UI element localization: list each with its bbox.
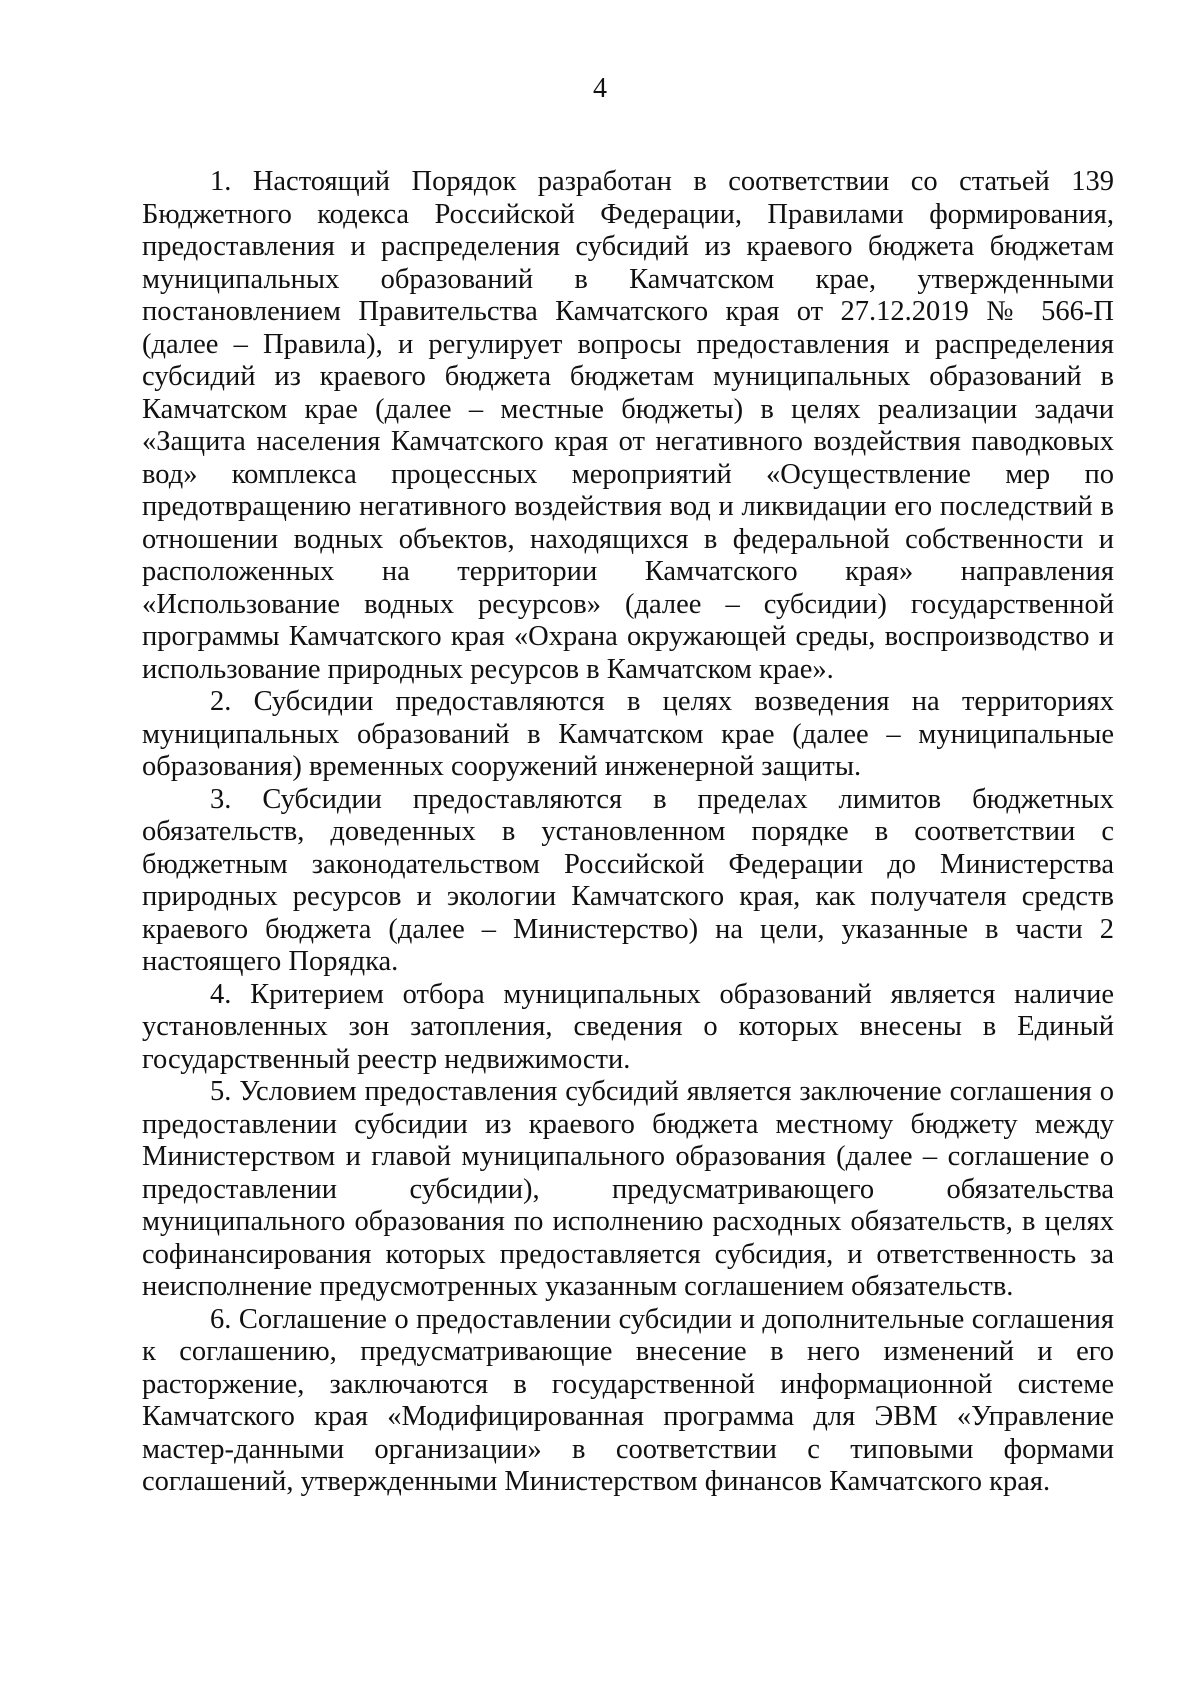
paragraph-6: 6. Соглашение о предоставлении субсидии и дополнительные соглашения к соглашению, предусматривающие внесение в него изменений и его расторжение, заключаются в государственной информационной системе Камчатского края «Модифицированная программа для ЭВМ «Управление мастер-данными организации» в соответствии с типовыми формами соглашений, утвержденными Министерством финансов Камчатского края. (142, 1303, 1114, 1497)
paragraph-2: 2. Субсидии предоставляются в целях возведения на территориях муниципальных образований в Камчатском крае (далее – муниципальные образования) временных сооружений инженерной защиты. (142, 686, 1114, 782)
paragraph-1: 1. Настоящий Порядок разработан в соответствии со статьей 139 Бюджетного кодекса Российской Федерации, Правилами формирования, предоставления и распределения субсидий из краевого бюджета бюджетам муниципальных образований в Камчатском крае, утвержденными постановлением Правительства Камчатского края от 27.12.2019 № 566-П (далее – Правила), и регулирует вопросы предоставления и распределения субсидий из краевого бюджета бюджетам муниципальных образований в Камчатском крае (далее – местные бюджеты) в целях реализации задачи «Защита населения Камчатского края от негативного воздействия паводковых вод» комплекса процессных мероприятий «Осуществление мер по предотвращению негативного воздействия вод и ликвидации его последствий в отношении водных объектов, находящихся в федеральной собственности и расположенных на территории Камчатского края» направления «Использование водных ресурсов» (далее – субсидии) государственной программы Камчатского края «Охрана окружающей среды, воспроизводство и использование природных ресурсов в Камчатском крае». (142, 166, 1114, 685)
paragraph-3: 3. Субсидии предоставляются в пределах лимитов бюджетных обязательств, доведенных в установленном порядке в соответствии с бюджетным законодательством Российской Федерации до Министерства природных ресурсов и экологии Камчатского края, как получателя средств краевого бюджета (далее – Министерство) на цели, указанные в части 2 настоящего Порядка. (142, 783, 1114, 977)
document-body (142, 166, 1114, 1499)
paragraph-5: 5. Условием предоставления субсидий является заключение соглашения о предоставлении субсидии из краевого бюджета местному бюджету между Министерством и главой муниципального образования (далее – соглашение о предоставлении субсидии), предусматривающего обязательства муниципального образования по исполнению расходных обязательств, в целях софинансирования которых предоставляется субсидия, и ответственность за неисполнение предусмотренных указанным соглашением обязательств. (142, 1076, 1114, 1302)
paragraph-4: 4. Критерием отбора муниципальных образований является наличие установленных зон затопления, сведения о которых внесены в Единый государственный реестр недвижимости. (142, 978, 1114, 1075)
page-number: 4 (593, 73, 607, 104)
